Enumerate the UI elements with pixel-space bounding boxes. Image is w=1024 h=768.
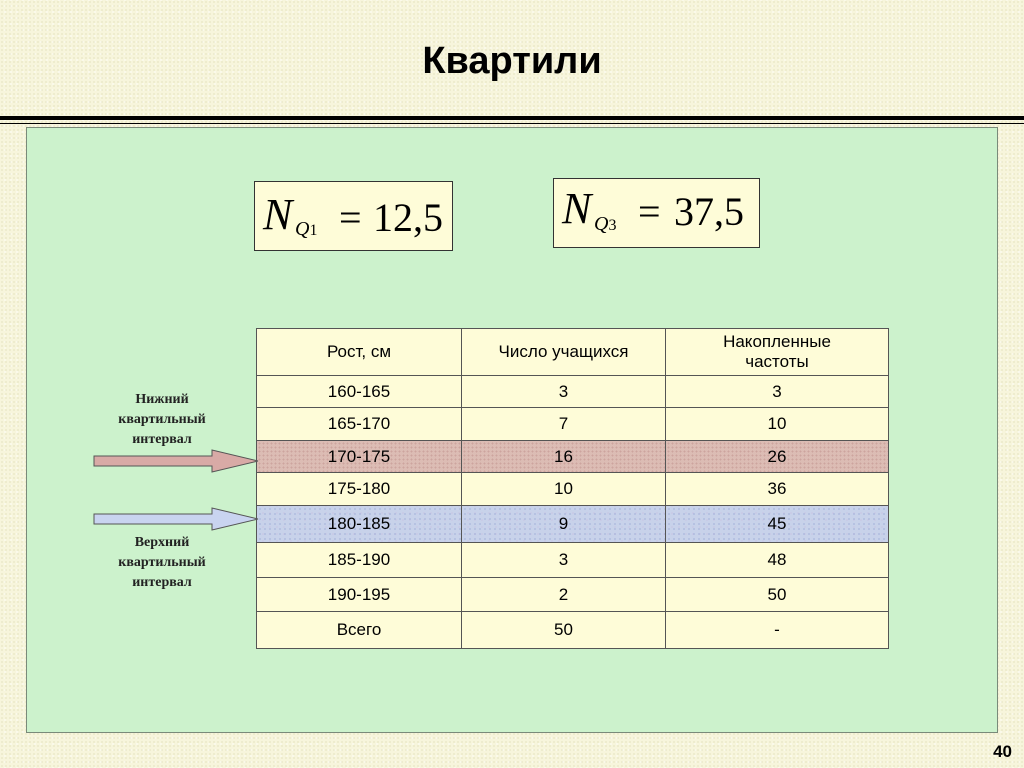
table-cell: 50 [666, 578, 889, 612]
table-row-lower-quartile [257, 441, 889, 473]
upper-label-line-3: интервал [132, 575, 192, 590]
table-cell: 180-185 [257, 506, 462, 543]
table-cell: 50 [462, 612, 666, 649]
table-cell: 3 [666, 376, 889, 408]
table-row-upper-quartile [257, 506, 889, 543]
formula-q3-value: 37,5 [674, 189, 744, 234]
formula-q3-symbol: N [562, 184, 592, 233]
formula-q1 [254, 181, 453, 251]
page-title: Квартили [422, 40, 602, 82]
title-divider-thick [0, 116, 1024, 120]
table-cell: 3 [462, 543, 666, 578]
formula-q3-equals: = [638, 189, 661, 234]
table-cell: 48 [666, 543, 889, 578]
formula-q3 [553, 178, 760, 248]
table-cell: 45 [666, 506, 889, 543]
table-cell: 7 [462, 408, 666, 441]
table-cell: 26 [666, 441, 889, 473]
formula-q3-subscript [594, 213, 616, 236]
table-cell: 170-175 [257, 441, 462, 473]
table-row [257, 408, 889, 441]
table-row [257, 473, 889, 506]
table-cell: 190-195 [257, 578, 462, 612]
formula-q1-sub-letter: Q [295, 218, 310, 240]
table-row [257, 376, 889, 408]
frequency-table [256, 328, 889, 649]
table-cell: 3 [462, 376, 666, 408]
header-student-count: Число учащихся [462, 329, 666, 376]
table-cell: 160-165 [257, 376, 462, 408]
formula-q1-symbol: N [263, 190, 293, 239]
page-number: 40 [993, 742, 1012, 761]
formula-q1-subscript [295, 218, 317, 241]
header-cumulative-frequency-text: Накопленные частоты [723, 332, 831, 371]
table-total-row [257, 612, 889, 649]
table-cell: 36 [666, 473, 889, 506]
table-cell: 16 [462, 441, 666, 473]
table-cell: 185-190 [257, 543, 462, 578]
table-cell: 165-170 [257, 408, 462, 441]
lower-label-line-2: квартильный [118, 412, 206, 427]
formula-q3-sub-digit: 3 [608, 217, 617, 234]
table-cell: 10 [462, 473, 666, 506]
table-cell: 10 [666, 408, 889, 441]
upper-quartile-arrow-icon [92, 507, 262, 531]
lower-label-line-3: интервал [132, 432, 192, 447]
upper-label-line-2: квартильный [118, 555, 206, 570]
header-height: Рост, см [257, 329, 462, 376]
lower-label-line-1: Нижний [135, 392, 189, 407]
header-cumulative-frequency [666, 329, 889, 376]
upper-quartile-label [92, 533, 232, 593]
upper-label-line-1: Верхний [134, 535, 190, 550]
title-divider-thin [0, 123, 1024, 124]
table-cell: 2 [462, 578, 666, 612]
table-header-row [257, 329, 889, 376]
table-row [257, 543, 889, 578]
table-cell: Всего [257, 612, 462, 649]
formula-q1-value: 12,5 [373, 195, 443, 240]
formula-q1-sub-digit: 1 [309, 222, 318, 239]
table-cell: - [666, 612, 889, 649]
table-cell: 9 [462, 506, 666, 543]
formula-q3-sub-letter: Q [594, 213, 609, 235]
lower-quartile-arrow-icon [92, 449, 262, 473]
table-row [257, 578, 889, 612]
formula-q1-equals: = [339, 195, 362, 240]
table-cell: 175-180 [257, 473, 462, 506]
lower-quartile-label [92, 390, 232, 450]
